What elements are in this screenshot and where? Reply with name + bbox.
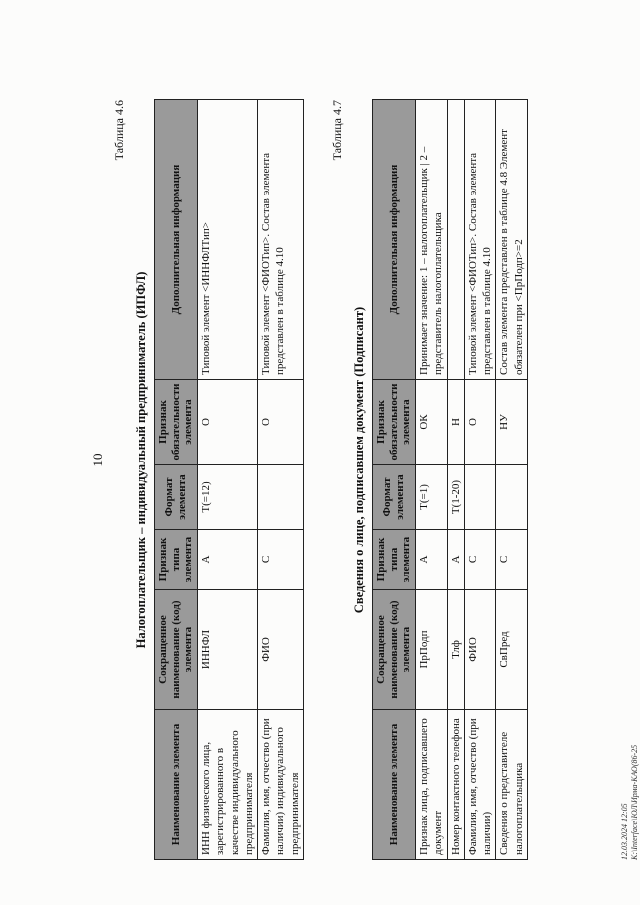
cell: Сведения о представителе налогоплательщика [496, 710, 528, 860]
table-4-7-label: Таблица 4.7 [330, 100, 344, 161]
cell: Принимает значение: 1 – налогоплательщик | 2 – представитель налогоплательщика [415, 100, 447, 380]
rotated-content [90, 40, 640, 880]
header-cell: Формат элемента [373, 465, 416, 530]
cell: Номер контактного телефона [447, 710, 464, 860]
table-4-6-title: Налогоплательщик – индивидуальный предприниматель (ИПФЛ) [134, 271, 148, 649]
cell: О [197, 380, 257, 465]
stamp-path: K:\Interface\ЮЛ\Ирма-КАО(86-25 [629, 744, 639, 860]
header-cell: Признак обязательности элемента [155, 380, 198, 465]
cell: ПрПодп [415, 590, 447, 710]
cell: С [258, 530, 304, 590]
cell: Фамилия, имя, отчество (при наличии) [464, 710, 496, 860]
cell: ФИО [258, 590, 304, 710]
cell: А [415, 530, 447, 590]
cell [464, 465, 496, 530]
cell [447, 100, 464, 380]
cell: О [258, 380, 304, 465]
cell: НУ [496, 380, 528, 465]
page-number: 10 [90, 453, 105, 467]
cell: Т(=12) [197, 465, 257, 530]
table-row [464, 100, 496, 860]
cell: ИНН физического лица, зарегистрированного в качестве индивидуального предпринимателя [197, 710, 257, 860]
table-4-7-title: Сведения о лице, подписавшем документ (Подписант) [352, 306, 366, 614]
header-cell: Наименование элемента [155, 710, 198, 860]
cell: Типовой элемент <ФИОТип>. Состав элемента представлен в таблице 4.10 [258, 100, 304, 380]
header-cell: Сокращенное наименование (код) элемента [373, 590, 416, 710]
table-row [258, 100, 304, 860]
table-4-7 [372, 99, 528, 860]
cell: СвПред [496, 590, 528, 710]
table-header-row [373, 100, 416, 860]
table-4-6-label: Таблица 4.6 [112, 100, 126, 161]
table-row [447, 100, 464, 860]
cell: С [464, 530, 496, 590]
cell: Н [447, 380, 464, 465]
header-cell: Наименование элемента [373, 710, 416, 860]
table-header-row [155, 100, 198, 860]
cell: Типовой элемент <ИННФЛТип> [197, 100, 257, 380]
cell: О [464, 380, 496, 465]
cell: ФИО [464, 590, 496, 710]
stamp-date: 12.03.2024 12:05 [620, 803, 629, 860]
table-row [496, 100, 528, 860]
cell: ОК [415, 380, 447, 465]
table-row [197, 100, 257, 860]
print-stamp [620, 745, 639, 860]
header-cell: Дополнительная информация [373, 100, 416, 380]
cell [496, 465, 528, 530]
table-row [415, 100, 447, 860]
header-cell: Дополнительная информация [155, 100, 198, 380]
cell: Фамилия, имя, отчество (при наличии) индивидуального предпринимателя [258, 710, 304, 860]
cell: Признак лица, подписавшего документ [415, 710, 447, 860]
cell: Тлф [447, 590, 464, 710]
cell: А [447, 530, 464, 590]
header-cell: Признак обязательности элемента [373, 380, 416, 465]
cell: Типовой элемент <ФИОТип>. Состав элемента представлен в таблице 4.10 [464, 100, 496, 380]
header-cell: Признак типа элемента [155, 530, 198, 590]
header-cell: Сокращенное наименование (код) элемента [155, 590, 198, 710]
cell: ИННФЛ [197, 590, 257, 710]
cell: Т(1-20) [447, 465, 464, 530]
table-4-6 [154, 99, 304, 860]
header-cell: Формат элемента [155, 465, 198, 530]
cell [258, 465, 304, 530]
cell: Т(=1) [415, 465, 447, 530]
cell: А [197, 530, 257, 590]
cell: С [496, 530, 528, 590]
header-cell: Признак типа элемента [373, 530, 416, 590]
cell: Состав элемента представлен в таблице 4.8 Элемент обязателен при <ПрПодп>=2 [496, 100, 528, 380]
